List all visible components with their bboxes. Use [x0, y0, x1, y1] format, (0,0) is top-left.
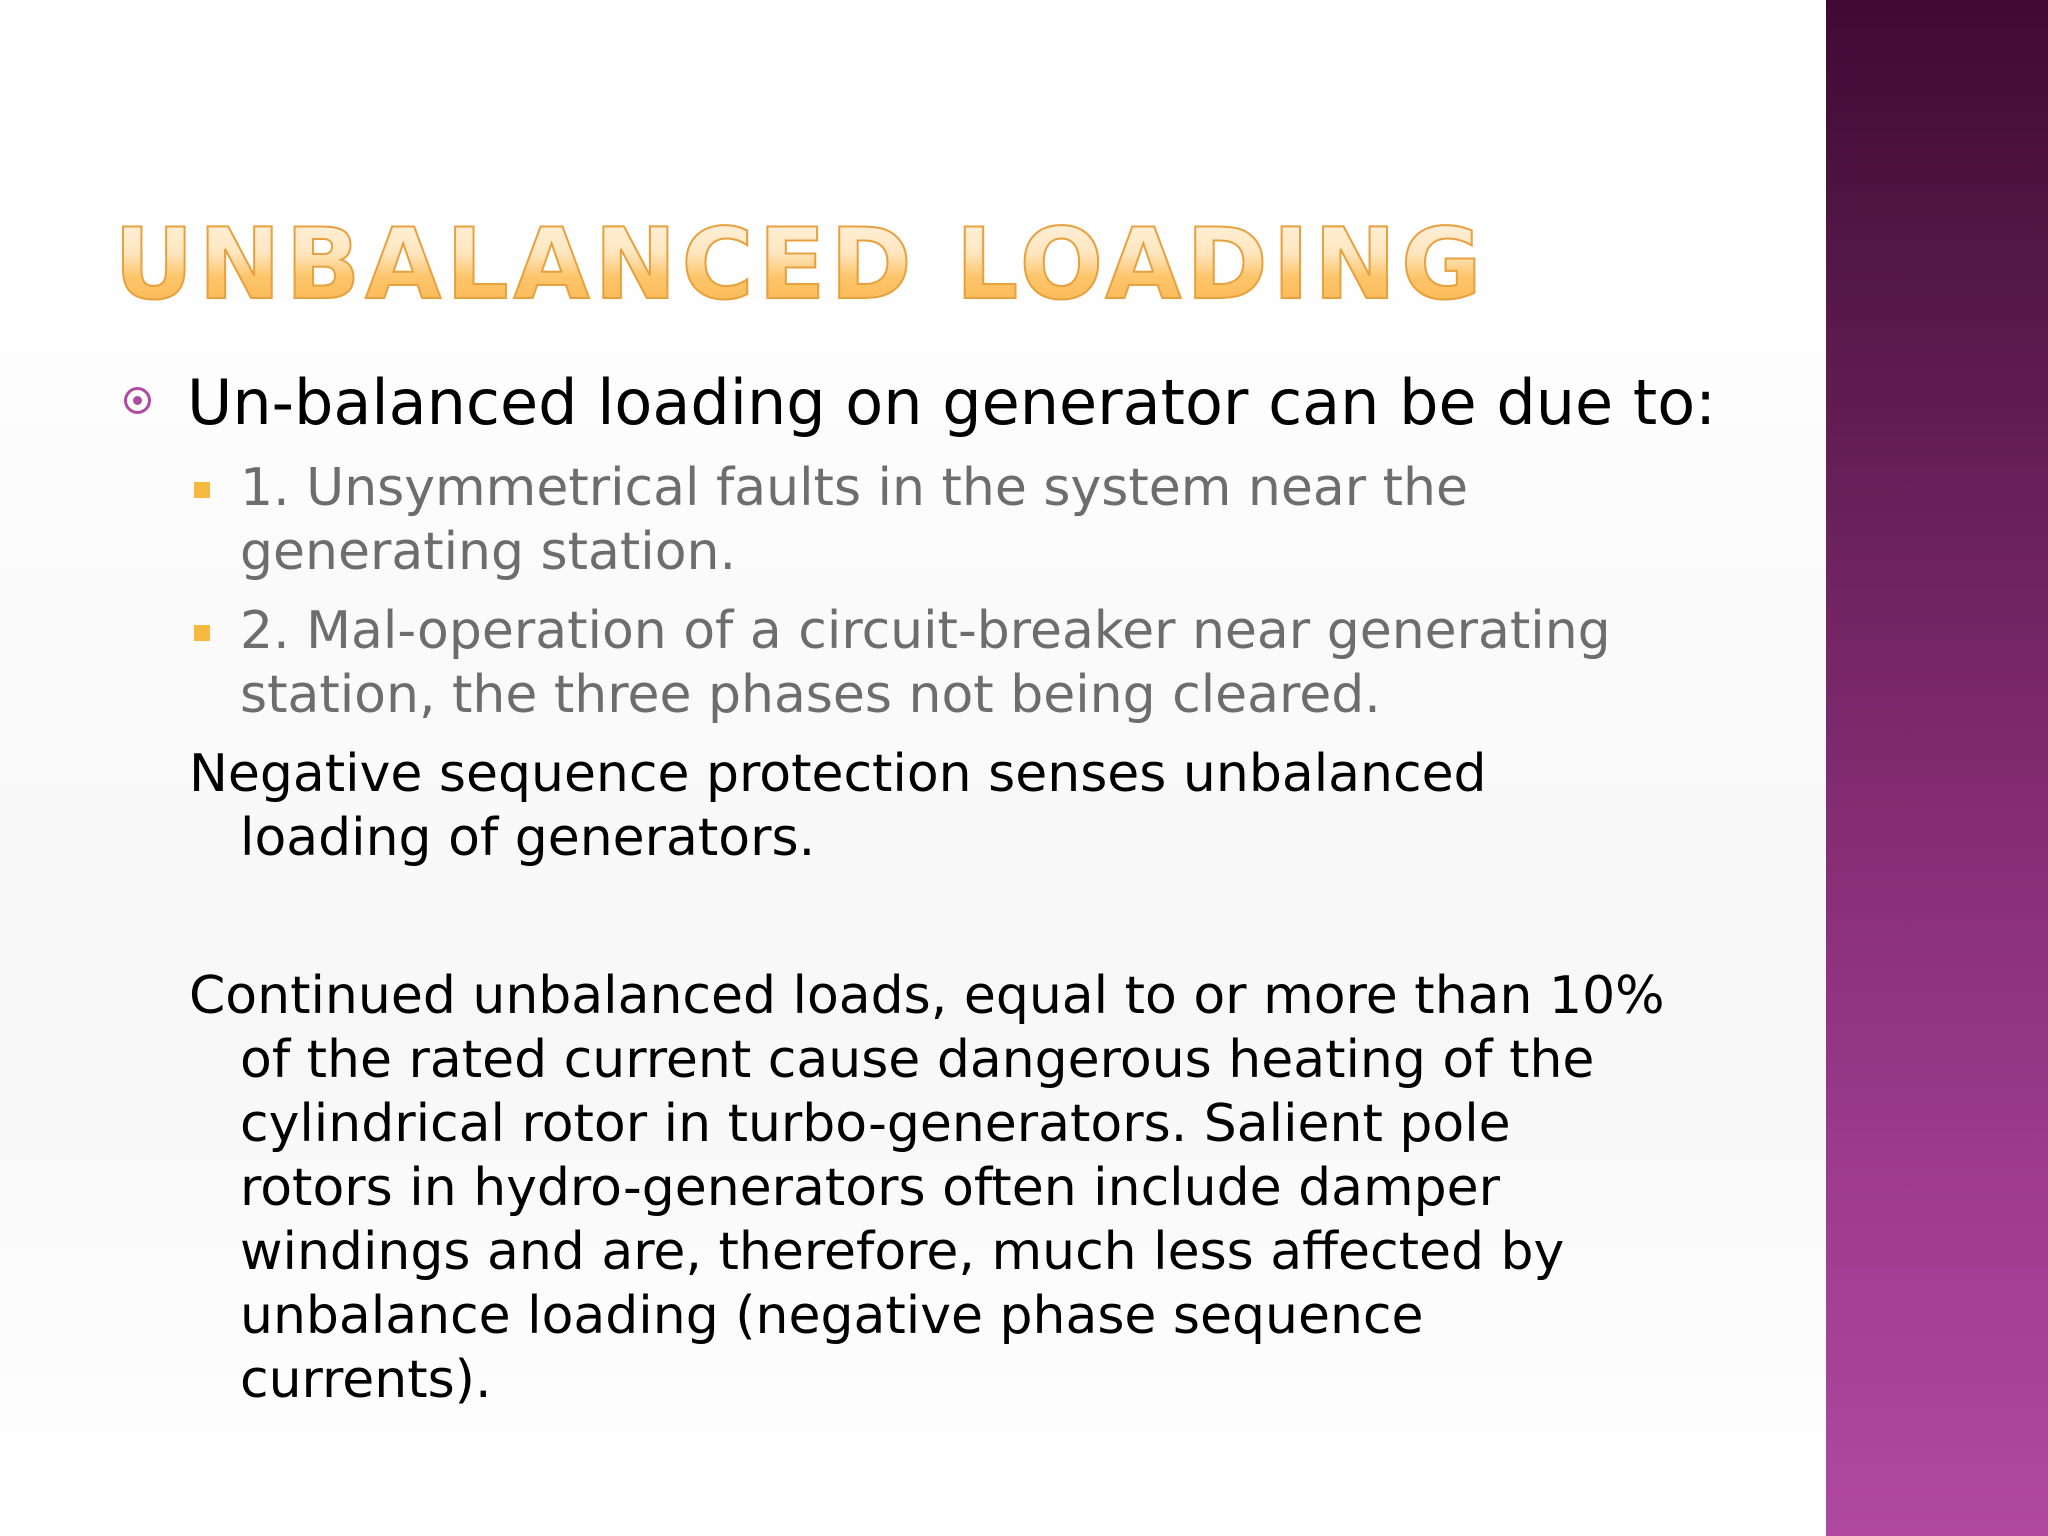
paragraph-continued-unbalanced [189, 964, 1665, 1412]
paragraph-negative-sequence [189, 742, 1487, 870]
paragraph-2-line-6: unbalance loading (negative phase sequence [240, 1286, 1424, 1346]
square-bullet-icon [194, 625, 210, 641]
main-bullet-text: Un-balanced loading on generator can be due to: [187, 366, 1717, 439]
circle-bullet-icon [124, 387, 151, 414]
paragraph-2-line-2: of the rated current cause dangerous heating of the [240, 1030, 1595, 1090]
paragraph-2-line-4: rotors in hydro-generators often include damper [240, 1158, 1501, 1218]
sub-bullet-2-text [240, 599, 1611, 727]
sub-bullet-1-text [240, 456, 1468, 584]
sub-bullet-1-line-2: generating station. [240, 522, 737, 582]
paragraph-2-line-7: currents). [240, 1350, 492, 1410]
paragraph-2-line-3: cylindrical rotor in turbo-generators. Salient pole [240, 1094, 1511, 1154]
paragraph-1-line-2: loading of generators. [240, 808, 816, 868]
paragraph-2-line-1: Continued unbalanced loads, equal to or more than 10% [189, 966, 1665, 1026]
slide-title: UNBALANCED LOADING [114, 205, 1487, 325]
sub-bullet-2-line-1: 2. Mal-operation of a circuit-breaker near generating [240, 601, 1611, 661]
paragraph-1-line-1: Negative sequence protection senses unbalanced [189, 744, 1487, 804]
paragraph-2-line-5: windings and are, therefore, much less affected by [240, 1222, 1565, 1282]
decorative-side-band [1826, 0, 2048, 1536]
sub-bullet-1-line-1: 1. Unsymmetrical faults in the system near the [240, 458, 1468, 518]
square-bullet-icon [194, 482, 210, 498]
sub-bullet-2-line-2: station, the three phases not being cleared. [240, 665, 1381, 725]
